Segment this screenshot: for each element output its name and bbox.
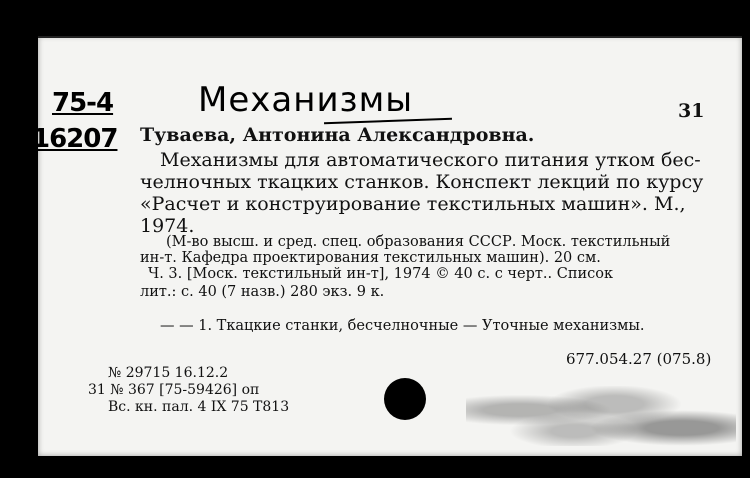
registry-line: № 29715 16.12.2 <box>108 365 229 381</box>
publication-note-line: ин-т. Кафедра проектирования текстильных машин). 20 см. <box>140 250 601 266</box>
title-line: челночных ткацких станков. Конспект лекций по курсу <box>140 171 704 193</box>
card-edge <box>38 36 742 38</box>
faded-stamp <box>466 386 736 446</box>
title-line: Механизмы для автоматического питания утком бес- <box>160 149 701 171</box>
udc-code: 677.054.27 (075.8) <box>566 350 712 368</box>
registry-line: Вс. кн. пал. 4 IX 75 Т813 <box>108 399 290 415</box>
handwritten-title: Механизмы <box>198 80 414 120</box>
publication-note-line: (М-во высш. и сред. спец. образования СССР. Моск. текстильный <box>166 234 671 250</box>
subject-headings: — — 1. Ткацкие станки, бесчелночные — Уточные механизмы. <box>160 318 645 334</box>
publication-note-line: Ч. 3. [Моск. текстильный ин-т], 1974 © 40 с. с черт.. Список <box>148 266 614 282</box>
catalog-card <box>32 36 742 456</box>
publication-note-line: лит.: с. 40 (7 назв.) 280 экз. 9 к. <box>140 284 385 300</box>
title-line: 1974. <box>140 215 195 237</box>
card-number: 31 <box>678 100 705 122</box>
shelfmark-line-1: 75-4 <box>52 88 114 118</box>
punch-hole <box>384 378 426 420</box>
shelfmark-line-2: 16207 <box>32 124 118 154</box>
registry-line: 31 № 367 [75-59426] оп <box>88 382 260 398</box>
title-line: «Расчет и конструирование текстильных машин». М., <box>140 193 686 215</box>
author-heading: Туваева, Антонина Александровна. <box>140 124 535 146</box>
